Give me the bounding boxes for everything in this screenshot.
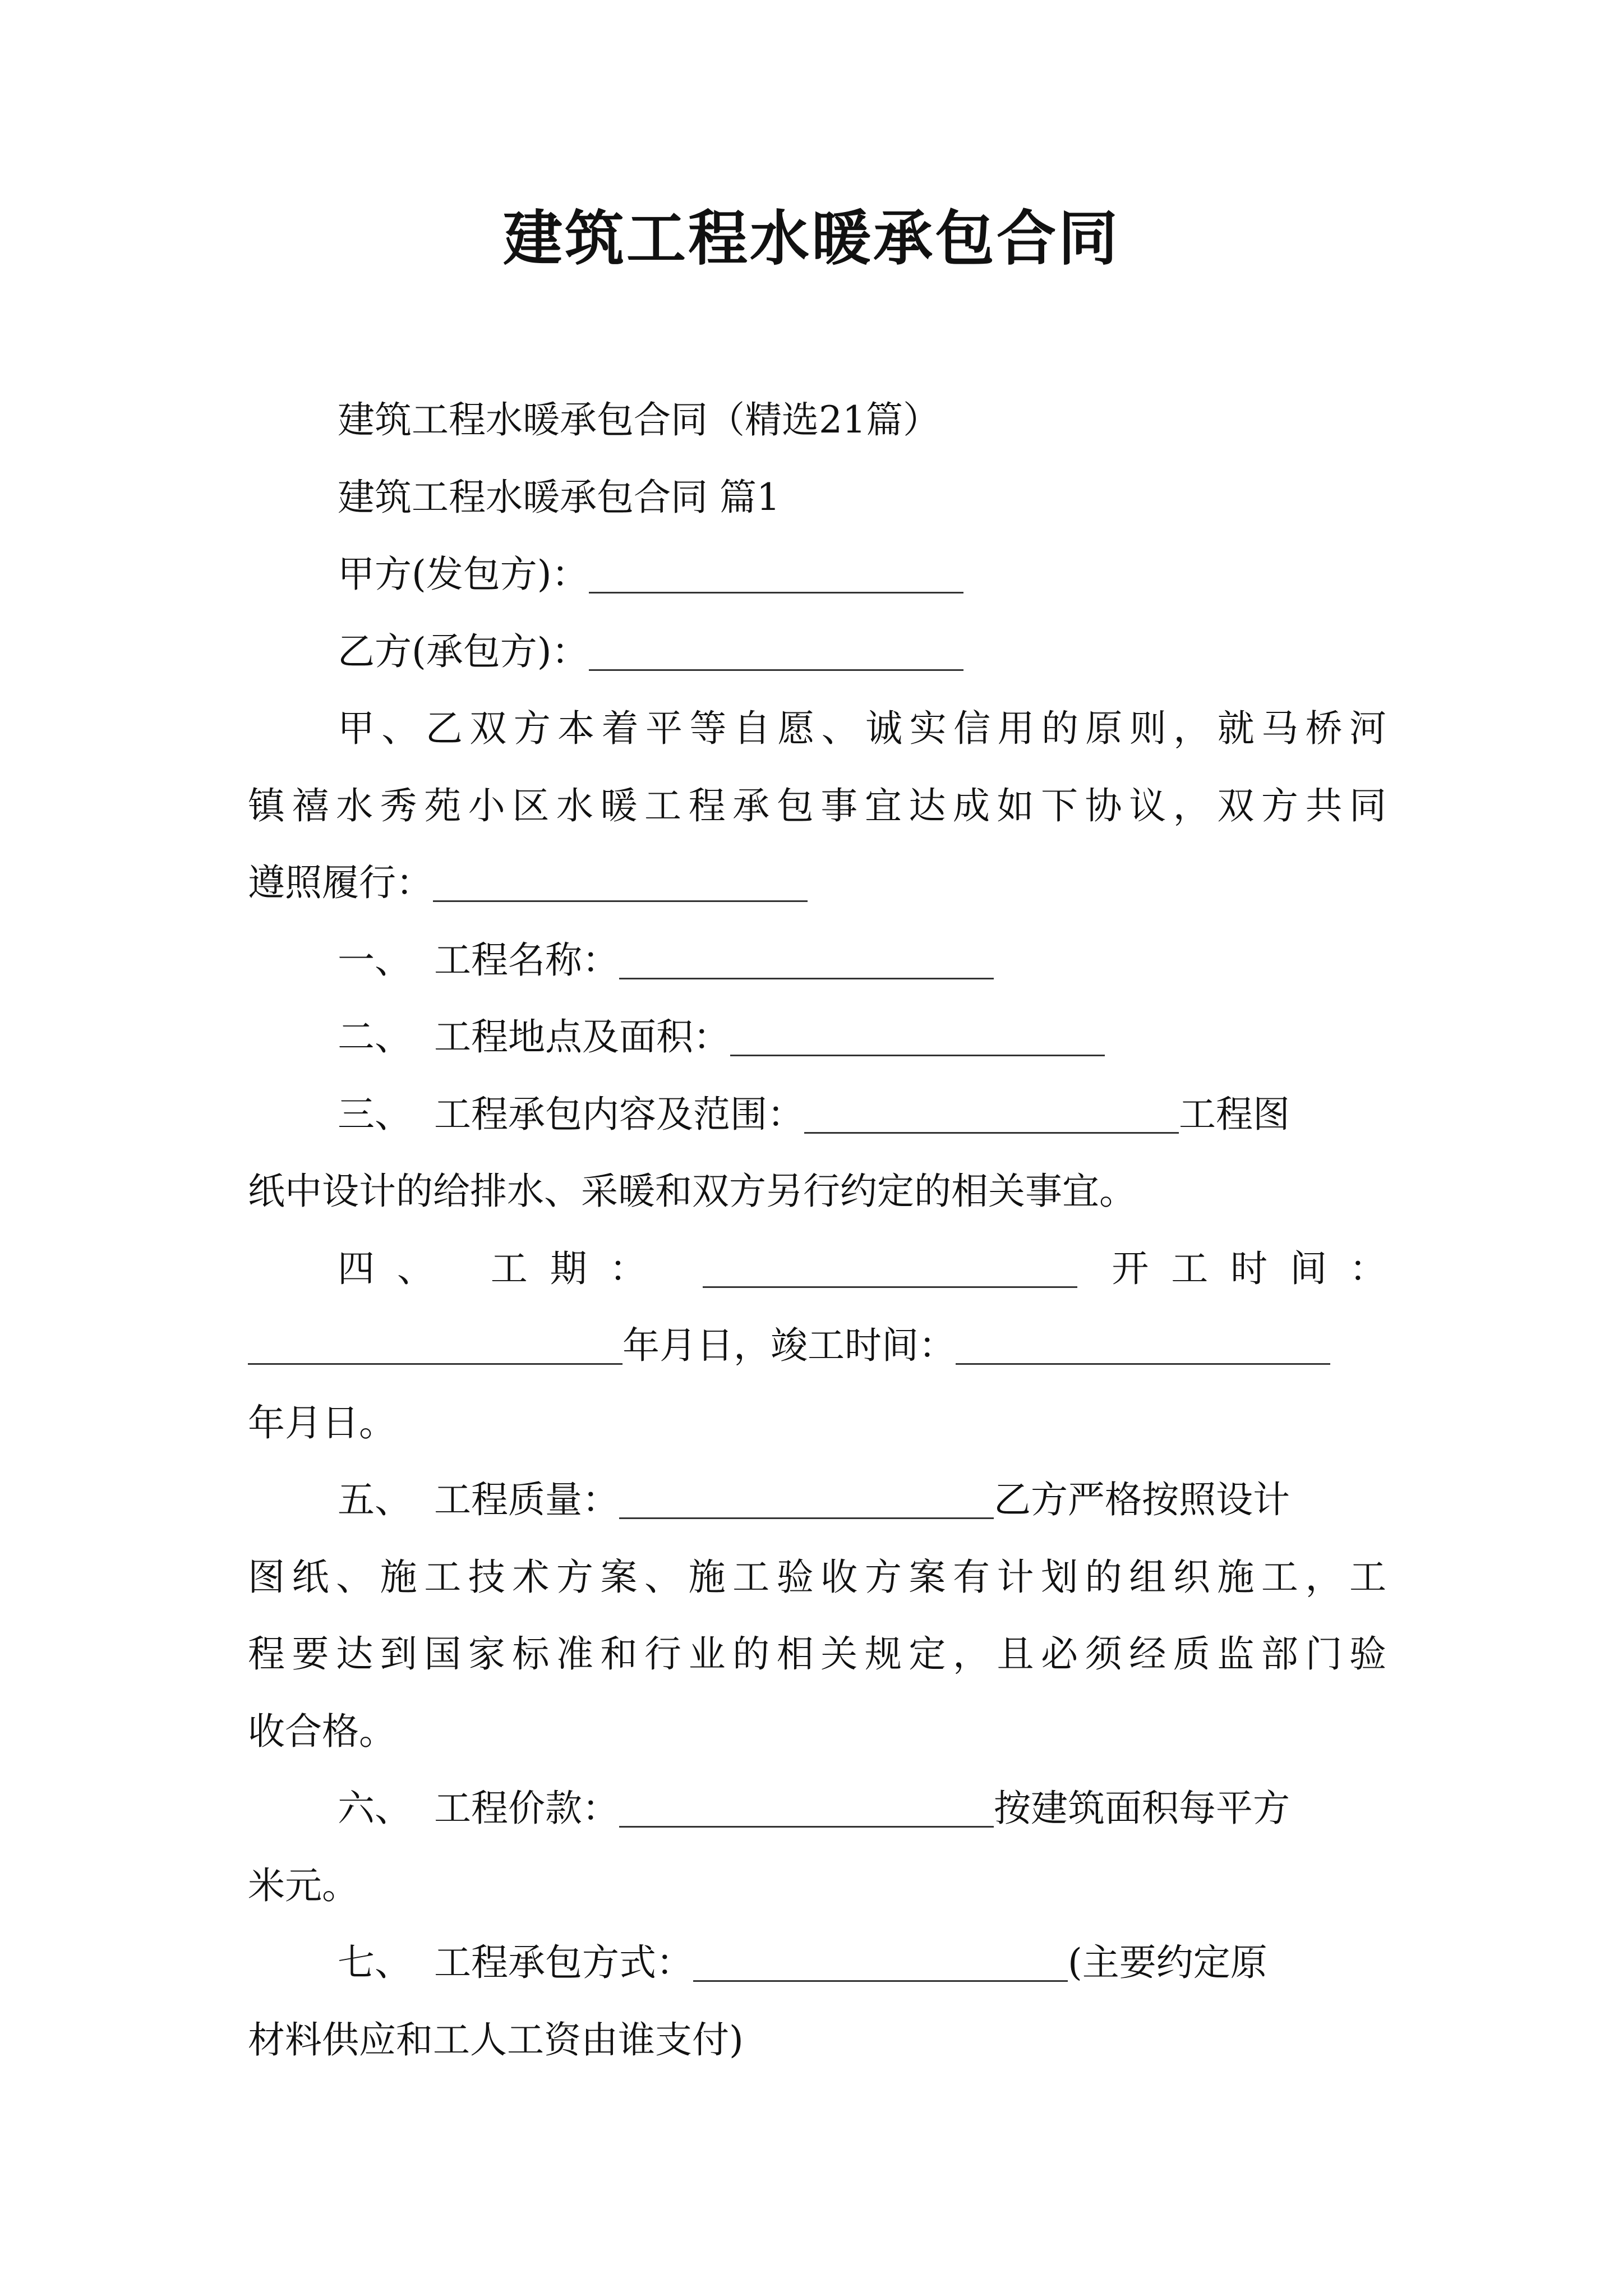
clause-4-after: 开工时间： xyxy=(1112,1246,1386,1290)
clause-2-label: 工程地点及面积： xyxy=(434,1015,730,1059)
clause-6-number: 六、 xyxy=(338,1787,412,1830)
clause-4-line-3: 年月日。 xyxy=(248,1401,396,1444)
clause-3-label: 工程承包内容及范围： xyxy=(434,1092,804,1136)
clause-7 xyxy=(248,1924,1386,2001)
document-body xyxy=(248,381,1386,2078)
document-title: 建筑工程水暖承包合同 xyxy=(503,203,1120,273)
clause-6-after: 按建筑面积每平方 xyxy=(994,1787,1290,1830)
clause-4-start-blank[interactable] xyxy=(248,1326,623,1365)
clause-4-mid: 年月日，竣工时间： xyxy=(623,1324,956,1367)
intro-line-2: 镇禧水秀苑小区水暖工程承包事宜达成如下协议，双方共同 xyxy=(248,784,1386,827)
clause-6-blank[interactable] xyxy=(619,1789,994,1828)
clause-3-blank[interactable] xyxy=(804,1095,1179,1134)
subtitle: 建筑工程水暖承包合同（精选21篇） xyxy=(338,398,940,441)
clause-5-line-3: 程要达到国家标准和行业的相关规定，且必须经质监部门验 xyxy=(248,1632,1386,1676)
clause-4-line-2 xyxy=(248,1307,1386,1384)
clause-6-line-2: 米元。 xyxy=(248,1864,359,1907)
intro-line-3 xyxy=(248,844,1386,922)
party-b-label: 乙方(承包方)： xyxy=(338,629,589,673)
clause-5-line-2: 图纸、施工技术方案、施工验收方案有计划的组织施工，工 xyxy=(248,1555,1386,1599)
party-a-blank[interactable] xyxy=(589,555,963,593)
clause-1 xyxy=(248,922,1386,999)
clause-5-number: 五、 xyxy=(338,1478,412,1521)
clause-6 xyxy=(248,1770,1386,1847)
clause-7-number: 七、 xyxy=(338,1941,412,1984)
intro-line-3-text: 遵照履行： xyxy=(248,861,433,904)
clause-1-label: 工程名称： xyxy=(434,938,619,982)
clause-5-blank[interactable] xyxy=(619,1480,994,1519)
article-heading: 建筑工程水暖承包合同 篇1 xyxy=(338,475,780,519)
clause-6-label: 工程价款： xyxy=(434,1787,619,1830)
clause-7-blank[interactable] xyxy=(693,1943,1068,1982)
clause-4 xyxy=(248,1230,1386,1308)
party-a-line xyxy=(248,536,1386,613)
party-b-blank[interactable] xyxy=(589,632,963,671)
clause-3-after: 工程图 xyxy=(1179,1092,1290,1136)
clause-3-number: 三、 xyxy=(338,1092,412,1136)
intro-line-1: 甲、乙双方本着平等自愿、诚实信用的原则，就马桥河 xyxy=(338,707,1386,750)
clause-7-after: (主要约定原 xyxy=(1068,1941,1267,1984)
clause-7-label: 工程承包方式： xyxy=(434,1941,693,1984)
clause-5-line-4: 收合格。 xyxy=(248,1709,396,1753)
clause-2 xyxy=(248,999,1386,1076)
clause-3-line-2: 纸中设计的给排水、采暖和双方另行约定的相关事宜。 xyxy=(248,1170,1136,1213)
clause-4-blank[interactable] xyxy=(703,1249,1077,1288)
clause-2-number: 二、 xyxy=(338,1015,412,1059)
clause-5-after: 乙方严格按照设计 xyxy=(994,1478,1290,1521)
intro-blank[interactable] xyxy=(433,863,808,902)
clause-3 xyxy=(248,1076,1386,1153)
clause-4-number: 四、 xyxy=(338,1246,457,1290)
clause-1-blank[interactable] xyxy=(619,941,994,979)
clause-1-number: 一、 xyxy=(338,938,412,982)
clause-7-line-2: 材料供应和工人工资由谁支付) xyxy=(248,2018,744,2062)
clause-2-blank[interactable] xyxy=(730,1018,1105,1056)
clause-5-label: 工程质量： xyxy=(434,1478,619,1521)
party-a-label: 甲方(发包方)： xyxy=(338,553,589,596)
clause-5 xyxy=(248,1461,1386,1539)
party-b-line xyxy=(248,613,1386,691)
clause-4-end-blank[interactable] xyxy=(956,1326,1330,1365)
clause-4-label: 工期： xyxy=(490,1246,669,1290)
